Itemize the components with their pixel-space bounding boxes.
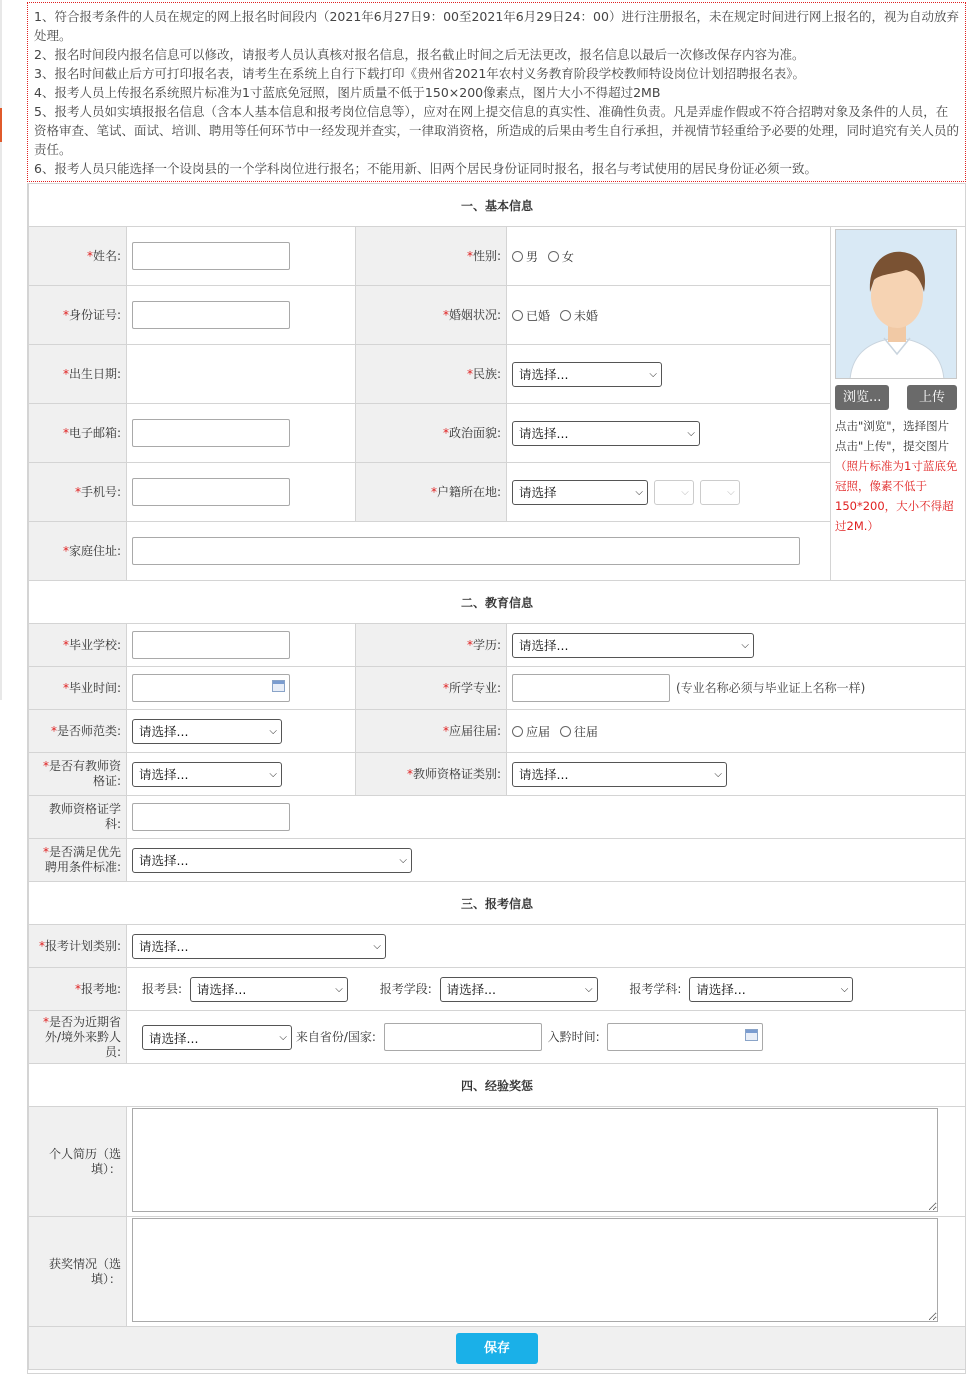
- county-select[interactable]: 请选择... ⌵: [190, 977, 348, 1002]
- email-input[interactable]: [132, 419, 290, 447]
- cert-type-select[interactable]: 请选择... ⌵: [512, 762, 727, 787]
- ethnicity-label: *民族:: [356, 345, 507, 404]
- major-label: *所学专业:: [356, 667, 507, 710]
- left-scroll-marker: [0, 108, 2, 142]
- photo-panel: [831, 227, 966, 581]
- chevron-down-icon: ⌵: [335, 983, 343, 995]
- major-input[interactable]: [512, 674, 670, 702]
- normal-select[interactable]: 请选择... ⌵: [132, 719, 282, 744]
- chevron-down-icon: ⌵: [269, 725, 277, 737]
- calendar-icon[interactable]: [272, 680, 285, 692]
- priority-label: *是否满足优先聘用条件标准:: [29, 839, 127, 882]
- chevron-down-icon: ⌵: [269, 768, 277, 780]
- grad-time-label: *毕业时间:: [29, 667, 127, 710]
- save-row: [29, 1327, 966, 1370]
- save-button[interactable]: 保存: [456, 1333, 538, 1364]
- notice-item: 3、报名时间截止后方可打印报名表，请考生在系统上自行下载打印《贵州省2021年农村义务教育阶段学校教师特设岗位计划招聘报名表》。: [34, 66, 806, 81]
- plan-label: *报考计划类别:: [29, 925, 127, 968]
- from-input[interactable]: [384, 1023, 542, 1051]
- notice-item: 6、报考人员只能选择一个设岗县的一个学科岗位进行报名；不能用新、旧两个居民身份证同时报名，报名与考试使用的居民身份证必须一致。: [34, 161, 817, 176]
- address-label: *家庭住址:: [29, 522, 127, 581]
- photo-instructions: 点击"浏览"，选择图片 点击"上传"，提交图片 （照片标准为1寸蓝底免冠照，像素不低于150*200，大小不得超过2M.）: [835, 419, 958, 533]
- gender-label: *性别:: [356, 227, 507, 286]
- notice-item: 2、报名时间段内报名信息可以修改，请报考人员认真核对报名信息，报名截止时间之后无法更改，报名信息以最后一次修改保存内容为准。: [34, 47, 805, 62]
- degree-label: *学历:: [356, 624, 507, 667]
- cert-type-label: *教师资格证类别:: [356, 753, 507, 796]
- married-radio[interactable]: 已婚: [512, 307, 550, 324]
- gender-male-radio[interactable]: 男: [512, 248, 538, 265]
- unmarried-radio[interactable]: 未婚: [560, 307, 598, 324]
- registration-form: [27, 183, 966, 1374]
- resume-label: 个人简历（选填）：: [29, 1107, 127, 1217]
- past-graduate-radio[interactable]: 往届: [560, 723, 598, 740]
- notice-item: 5、报考人员如实填报报名信息（含本人基本信息和报考岗位信息等），应对在网上提交信息的真实性、准确性负责。凡是弄虚作假或不符合招聘对象及条件的人员，在资格审查、笔试、面试、培训、聘用等任何环节中一经发现并查实，一律取消资格，所造成的后果由考生自行承担，并视情节轻重给予必要的处理，同时追究有关人员的责任。: [34, 104, 960, 157]
- fresh-label: *应届往届:: [356, 710, 507, 753]
- hukou-city-select[interactable]: [654, 480, 694, 505]
- awards-label: 获奖情况（选填）：: [29, 1217, 127, 1327]
- fresh-graduate-radio[interactable]: 应届: [512, 723, 550, 740]
- place-label: *报考地:: [29, 968, 127, 1011]
- cert-subject-label: 教师资格证学科:: [29, 796, 127, 839]
- awards-textarea[interactable]: [132, 1218, 938, 1322]
- hukou-label: *户籍所在地:: [356, 463, 507, 522]
- enter-time-input[interactable]: [607, 1023, 763, 1051]
- resume-textarea[interactable]: [132, 1108, 938, 1212]
- chevron-down-icon: ⌵: [714, 768, 722, 780]
- browse-button[interactable]: 浏览...: [835, 385, 889, 410]
- county-label: 报考县:: [142, 981, 183, 996]
- grad-time-input[interactable]: [132, 674, 290, 702]
- section-basic-title: 一、基本信息: [29, 184, 966, 227]
- section-education-title: 二、教育信息: [29, 581, 966, 624]
- enter-time-label: 入黔时间:: [547, 1030, 600, 1044]
- chevron-down-icon: ⌵: [373, 940, 381, 952]
- upload-button[interactable]: 上传: [907, 385, 957, 410]
- birth-value: [127, 345, 356, 404]
- school-label: *毕业学校:: [29, 624, 127, 667]
- marital-label: *婚姻状况:: [356, 286, 507, 345]
- degree-select[interactable]: 请选择... ⌵: [512, 633, 754, 658]
- idcard-label: *身份证号:: [29, 286, 127, 345]
- avatar-placeholder-icon: [836, 230, 957, 379]
- priority-select[interactable]: 请选择... ⌵: [132, 848, 412, 873]
- section-apply-title: 三、报考信息: [29, 882, 966, 925]
- chevron-down-icon: ⌵: [279, 1032, 287, 1043]
- chevron-down-icon: ⌵: [649, 368, 657, 380]
- major-hint: (专业名称必须与毕业证上名称一样): [676, 681, 866, 695]
- gender-female-radio[interactable]: 女: [548, 248, 574, 265]
- recent-select[interactable]: 请选择... ⌵: [142, 1025, 292, 1050]
- chevron-down-icon: ⌵: [681, 486, 689, 498]
- normal-label: *是否师范类:: [29, 710, 127, 753]
- chevron-down-icon: ⌵: [840, 983, 849, 995]
- chevron-down-icon: ⌵: [584, 983, 593, 995]
- stage-select[interactable]: 请选择... ⌵: [440, 977, 598, 1002]
- chevron-down-icon: ⌵: [741, 639, 749, 651]
- calendar-icon[interactable]: [745, 1029, 758, 1041]
- hukou-province-select[interactable]: 请选择 ⌵: [512, 480, 648, 505]
- hukou-county-select[interactable]: [700, 480, 740, 505]
- notice-item: 4、报考人员上传报名系统照片标准为1寸蓝底免冠照，图片质量不低于150×200像素点，图片大小不得超过2MB: [34, 85, 661, 100]
- birth-label: *出生日期:: [29, 345, 127, 404]
- phone-label: *手机号:: [29, 463, 127, 522]
- name-input[interactable]: [132, 242, 290, 270]
- idcard-input[interactable]: [132, 301, 290, 329]
- name-label: *姓名:: [29, 227, 127, 286]
- photo-preview: [835, 229, 957, 379]
- political-select[interactable]: 请选择... ⌵: [512, 421, 700, 446]
- email-label: *电子邮箱:: [29, 404, 127, 463]
- stage-label: 报考学段:: [379, 981, 432, 996]
- left-scroll-track: [0, 0, 2, 700]
- chevron-down-icon: ⌵: [687, 427, 695, 439]
- notice-item: 1、符合报考条件的人员在规定的网上报名时间段内（2021年6月27日9：00至2021年6月29日24：00）进行注册报名，未在规定时间进行网上报名的，视为自动放弃处理。: [34, 9, 959, 43]
- subject-select[interactable]: 请选择... ⌵: [689, 977, 853, 1002]
- registration-notice: [27, 2, 966, 182]
- subject-label: 报考学科:: [629, 981, 682, 996]
- recent-label: *是否为近期省外/境外来黔人员:: [29, 1011, 127, 1064]
- has-cert-label: *是否有教师资格证:: [29, 753, 127, 796]
- ethnicity-select[interactable]: 请选择... ⌵: [512, 362, 662, 387]
- chevron-down-icon: ⌵: [399, 854, 407, 866]
- from-label: 来自省份/国家:: [295, 1030, 376, 1044]
- chevron-down-icon: ⌵: [727, 486, 735, 498]
- school-input[interactable]: [132, 631, 290, 659]
- address-input[interactable]: [132, 537, 800, 565]
- cert-subject-input[interactable]: [132, 803, 290, 831]
- phone-input[interactable]: [132, 478, 290, 506]
- section-experience-title: 四、经验奖惩: [29, 1064, 966, 1107]
- political-label: *政治面貌:: [356, 404, 507, 463]
- plan-select[interactable]: 请选择... ⌵: [132, 934, 386, 959]
- has-cert-select[interactable]: 请选择... ⌵: [132, 762, 282, 787]
- chevron-down-icon: ⌵: [635, 486, 643, 498]
